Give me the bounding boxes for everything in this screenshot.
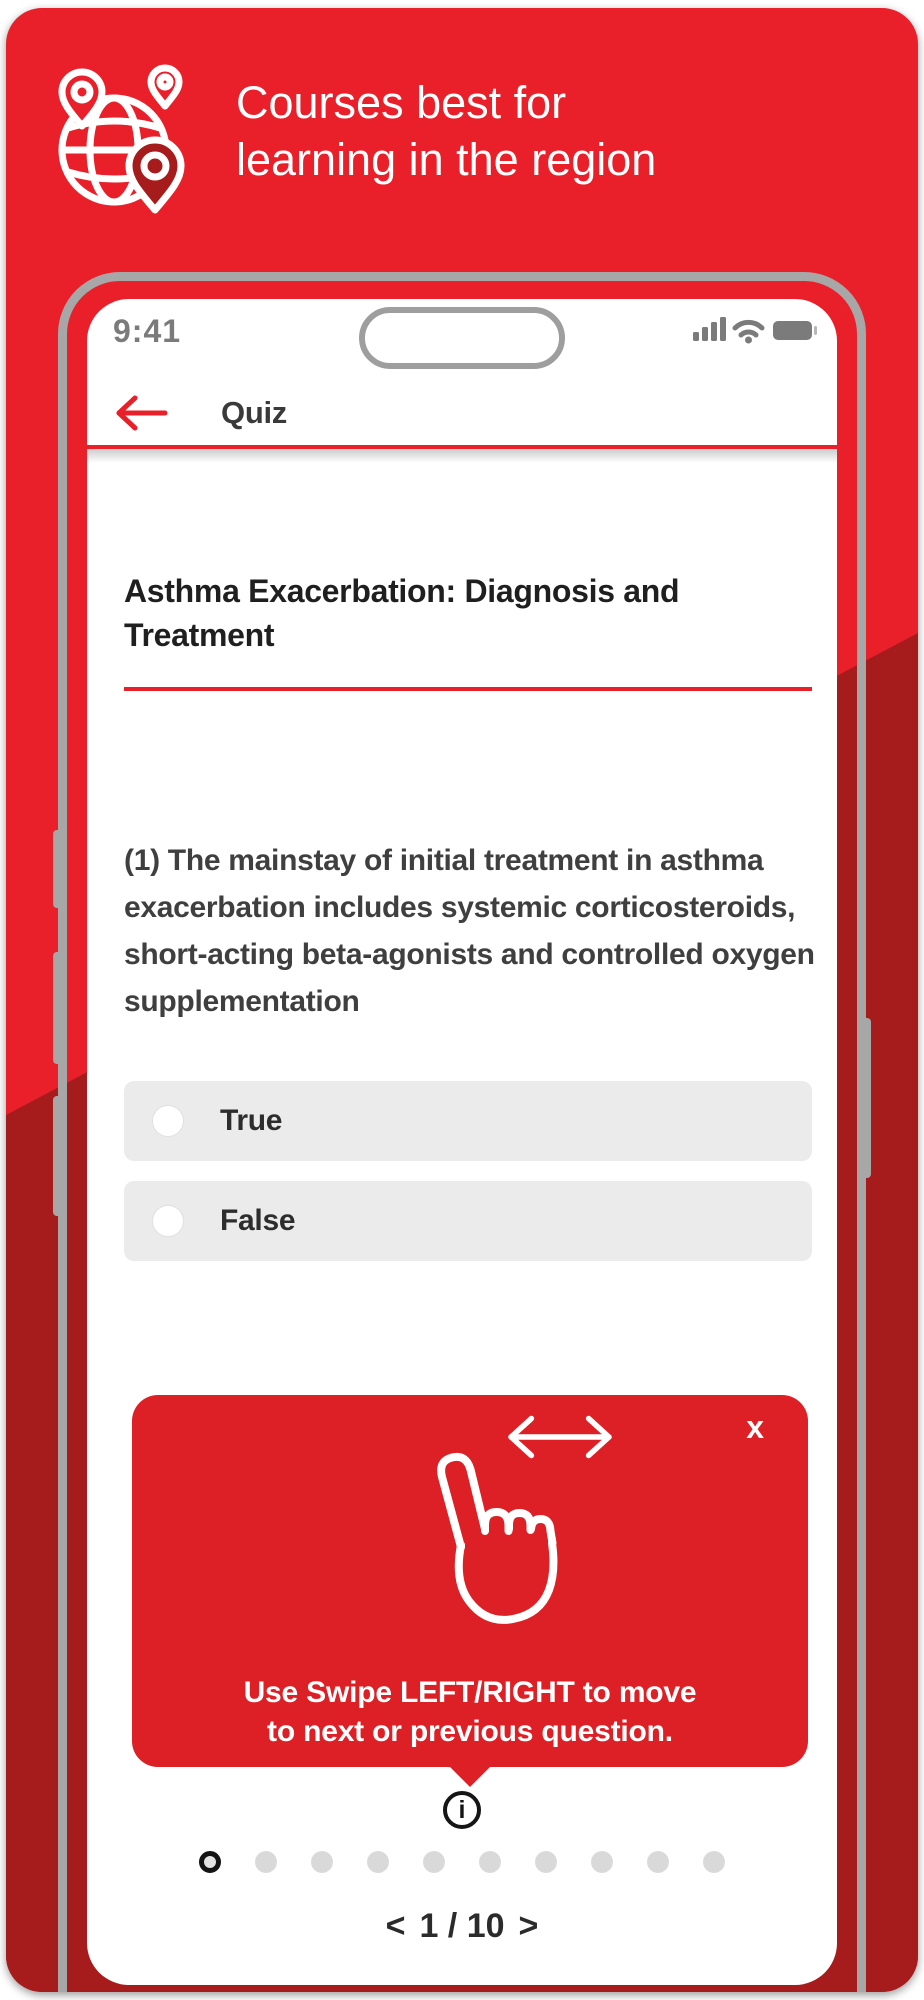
info-button[interactable]: i <box>443 1791 481 1829</box>
pager <box>87 1907 837 1946</box>
radio-false[interactable] <box>152 1205 184 1237</box>
question-text: (1) The mainstay of initial treatment in asthma exacerbation includes systemic corticosteroids, short-acting beta-agonists and controlled oxygen supplementation <box>124 844 815 1018</box>
back-button[interactable] <box>113 393 169 433</box>
phone-mockup <box>58 272 866 1992</box>
banner-title-line2: learning in the region <box>236 134 657 185</box>
pagination-dots <box>87 1851 837 1873</box>
option-false-label: False <box>220 1204 296 1237</box>
arrow-left-icon <box>113 393 169 433</box>
pagination-dot-4[interactable] <box>367 1851 389 1873</box>
page-title: Quiz <box>221 395 287 430</box>
course-title: Asthma Exacerbation: Diagnosis and Treatment <box>124 573 680 653</box>
prev-question-button[interactable]: < <box>385 1907 406 1945</box>
wifi-icon <box>735 322 762 335</box>
next-question-button[interactable]: > <box>518 1907 539 1945</box>
option-false[interactable] <box>124 1181 812 1261</box>
pagination-dot-7[interactable] <box>535 1851 557 1873</box>
swipe-tooltip <box>132 1395 808 1767</box>
pagination-dot-8[interactable] <box>591 1851 613 1873</box>
pagination-dot-10[interactable] <box>703 1851 725 1873</box>
page-counter: 1 / 10 <box>419 1907 505 1945</box>
banner-title-line1: Courses best for <box>236 77 567 128</box>
tooltip-message: Use Swipe LEFT/RIGHT to move to next or previous question. <box>243 1676 697 1748</box>
pagination-dot-5[interactable] <box>423 1851 445 1873</box>
swipe-hand-icon <box>410 1435 570 1670</box>
pagination-dot-3[interactable] <box>311 1851 333 1873</box>
pagination-dot-1[interactable] <box>199 1851 221 1873</box>
pagination-dot-9[interactable] <box>647 1851 669 1873</box>
status-time: 9:41 <box>113 313 182 349</box>
banner-title <box>236 74 656 188</box>
globe-location-pins-icon <box>52 60 194 220</box>
signal-icon <box>693 317 726 341</box>
promo-card <box>6 8 918 1992</box>
banner <box>52 60 656 220</box>
phone-screen <box>87 299 837 1985</box>
option-true-label: True <box>220 1104 283 1137</box>
pagination-dot-2[interactable] <box>255 1851 277 1873</box>
status-icons <box>693 314 817 349</box>
option-true[interactable] <box>124 1081 812 1161</box>
tooltip-close-button[interactable]: x <box>746 1409 764 1445</box>
notch-pill <box>359 307 565 369</box>
battery-icon <box>773 321 817 340</box>
tooltip-tail <box>448 1765 492 1787</box>
radio-true[interactable] <box>152 1105 184 1137</box>
pagination-dot-6[interactable] <box>479 1851 501 1873</box>
header-shadow <box>87 449 837 463</box>
title-underline <box>124 687 812 691</box>
